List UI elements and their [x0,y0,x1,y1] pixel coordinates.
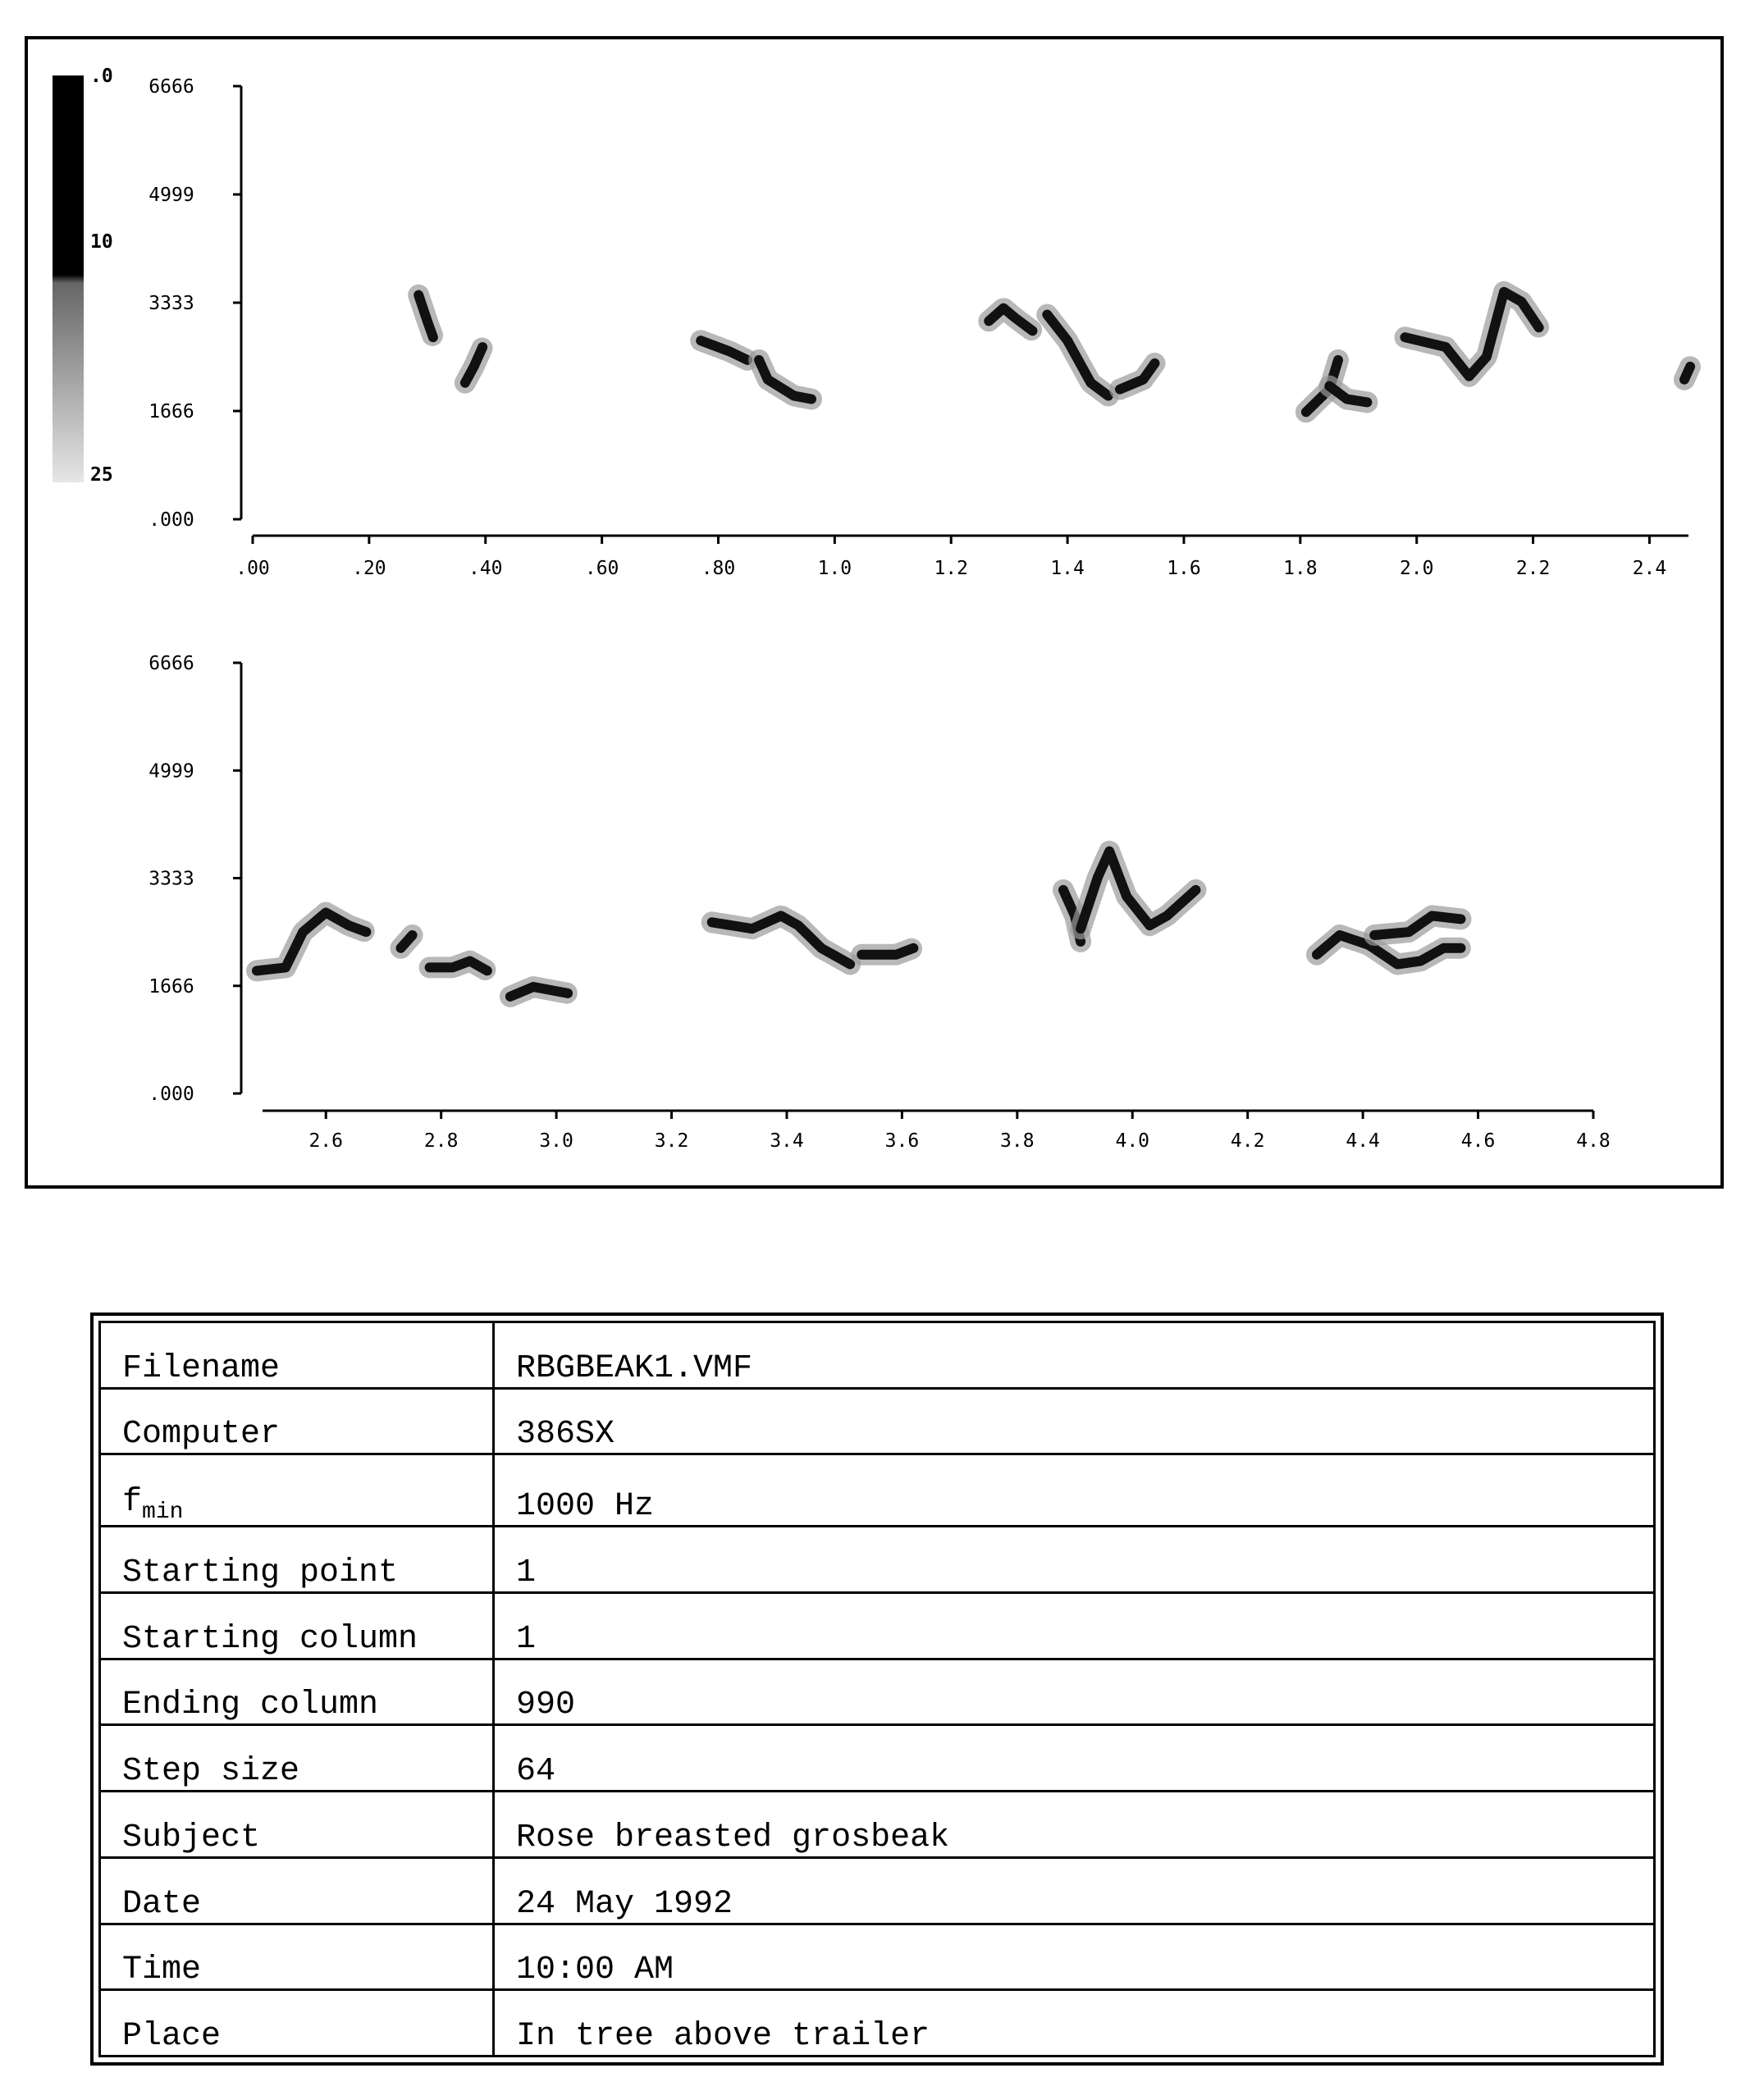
x-tick-label: 1.8 [1283,558,1318,579]
x-tick-label: .60 [584,558,619,579]
table-row [100,1990,1655,2057]
syllable-trace [1047,315,1108,396]
legend-label: 25 [90,464,113,486]
table-row [100,1924,1655,1990]
x-tick-label: 1.4 [1050,558,1085,579]
row-key-filename: Filename [100,1322,494,1389]
x-tick-label: .00 [235,558,270,579]
x-tick-label: 2.6 [308,1130,344,1152]
row-key-date: Date [100,1857,494,1924]
table-row [100,1454,1655,1527]
y-tick-label: 4999 [148,760,194,783]
fmin-subscript: min [142,1500,184,1526]
row-value-starting-point: 1 [494,1527,1655,1593]
y-tick-label: 1666 [148,975,194,998]
info-table-grid [98,1321,1656,2057]
table-row [100,1593,1655,1659]
row-value-filename: RBGBEAK1.VMF [494,1322,1655,1389]
x-tick-label: .80 [701,558,736,579]
table-row [100,1388,1655,1454]
x-tick-label: 2.0 [1399,558,1434,579]
y-tick-label: 6666 [148,653,194,674]
y-tick-label: 3333 [148,293,194,314]
x-tick-label: 1.0 [817,558,852,579]
row-key-step-size: Step size [100,1725,494,1792]
row-value-computer: 386SX [494,1388,1655,1454]
row-key-ending-column: Ending column [100,1659,494,1725]
x-tick-label: 3.8 [1000,1130,1035,1152]
x-tick-label: 2.4 [1632,558,1667,579]
y-tick-label: 6666 [148,76,194,98]
x-tick-label: 4.0 [1115,1130,1150,1152]
row-key-time: Time [100,1924,494,1990]
legend-bar [53,75,84,482]
x-tick-label: 3.4 [770,1130,804,1152]
y-tick-label: .000 [148,1084,194,1105]
y-tick-label: .000 [148,509,194,531]
x-tick-label: 4.2 [1230,1130,1265,1152]
row-value-ending-column: 990 [494,1659,1655,1725]
row-value-fmin: 1000 Hz [494,1454,1655,1527]
x-tick-label: 2.8 [423,1130,459,1152]
x-tick-label: 4.4 [1346,1130,1380,1152]
y-tick-label: 1666 [148,401,194,423]
table-row [100,1659,1655,1725]
row-value-step-size: 64 [494,1725,1655,1792]
row-key-place: Place [100,1990,494,2057]
x-tick-label: 4.6 [1460,1130,1496,1152]
intensity-legend [53,66,113,486]
table-row [100,1725,1655,1792]
table-row [100,1792,1655,1858]
row-value-subject: Rose breasted grosbeak [494,1792,1655,1858]
x-tick-label: 4.8 [1576,1130,1611,1152]
row-key-starting-point: Starting point [100,1527,494,1593]
x-tick-label: .40 [468,558,503,579]
row-value-place: In tree above trailer [494,1990,1655,2057]
spectrogram-figure [25,36,1724,1189]
recording-info-table [90,1312,1664,2066]
row-value-starting-column: 1 [494,1593,1655,1659]
row-key-fmin [100,1454,494,1527]
x-tick-label: 3.0 [539,1130,573,1152]
x-tick-label: 2.2 [1515,558,1551,579]
row-key-starting-column: Starting column [100,1593,494,1659]
y-tick-label: 4999 [148,185,194,207]
x-tick-label: 3.2 [654,1130,689,1152]
x-tick-label: 1.2 [934,558,969,579]
x-tick-label: 1.6 [1167,558,1201,579]
spectrogram-panel-top [148,76,1690,579]
syllable-trace [1684,367,1690,380]
y-tick-label: 3333 [148,868,194,890]
row-key-computer: Computer [100,1388,494,1454]
spectrogram-svg [28,39,1720,1185]
row-key-subject: Subject [100,1792,494,1858]
row-value-time: 10:00 AM [494,1924,1655,1990]
x-tick-label: .20 [352,558,386,579]
fmin-symbol: f [122,1484,143,1522]
legend-label: 10 [90,231,113,253]
row-value-date: 24 May 1992 [494,1857,1655,1924]
table-row [100,1857,1655,1924]
legend-label: .0 [90,66,113,87]
table-row [100,1322,1655,1389]
spectrogram-panel-bottom [148,653,1610,1152]
x-tick-label: 3.6 [884,1130,920,1152]
table-row [100,1527,1655,1593]
